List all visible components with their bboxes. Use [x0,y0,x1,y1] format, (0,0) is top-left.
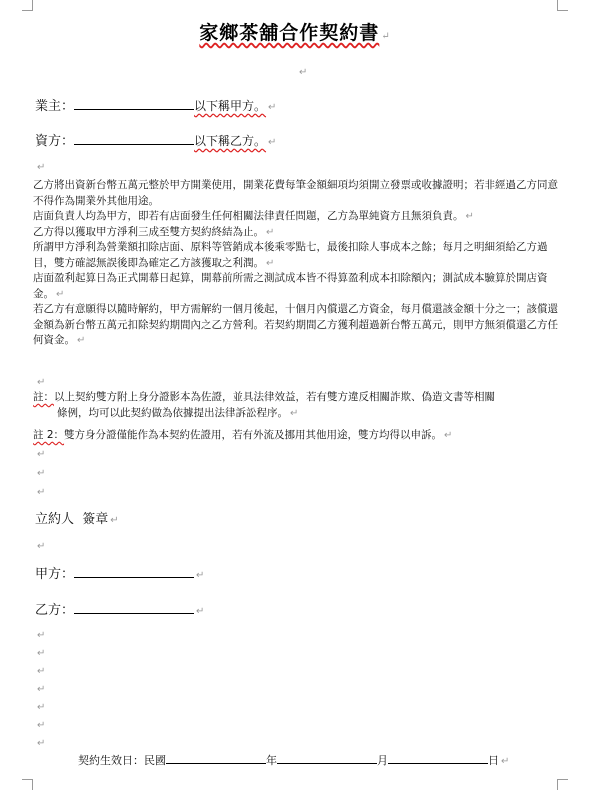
note-1-continuation: 條例，均可以此契約做為依據提出法律訴訟程序。 [57,406,288,419]
contract-body[interactable] [33,178,563,349]
signers-heading[interactable] [35,508,119,527]
paragraph-mark-icon: ↵ [37,702,46,713]
party-a-blank[interactable] [74,97,194,110]
note-1-label: 註： [33,391,54,403]
empty-paragraph [35,465,45,479]
paragraph-mark-icon: ↵ [266,257,275,269]
paragraph-mark-icon: ↵ [37,630,46,641]
empty-paragraph [35,159,45,173]
note-2-label: 註 2： [33,429,65,441]
effective-date-label: 契約生效日：民國 [78,754,166,767]
party-b-label: 資方： [35,134,75,149]
crop-mark-bottom-right [557,779,568,790]
empty-paragraph [35,645,45,659]
empty-paragraph [35,374,45,388]
paragraph-mark-icon: ↵ [37,468,46,479]
paragraph-mark-icon: ↵ [299,67,308,78]
day-blank[interactable] [388,751,488,764]
paragraph-mark-icon: ↵ [381,31,391,42]
paragraph-mark-icon: ↵ [37,541,46,552]
title-text: 家鄉茶舖合作契約書 [199,22,380,44]
paragraph-mark-icon: ↵ [37,666,46,677]
empty-paragraph [35,699,45,713]
month-label: 月 [377,754,388,767]
note-2[interactable] [33,428,568,444]
year-label: 年 [266,754,277,767]
note-1-text: 以上契約雙方附上身分證影本為佐證，並具法律效益，若有雙方違反相關詐欺、偽造文書等相關 [54,391,495,403]
clause-paragraph: 店面負責人均為甲方，即若有店面發生任何相關法律責任問題，乙方為單純資方且無須負責。 ↵ [33,210,474,222]
signer-a-label: 甲方： [35,567,75,582]
paragraph-mark-icon: ↵ [465,211,474,222]
paragraph-mark-icon: ↵ [77,335,86,346]
paragraph-mark-icon: ↵ [290,407,299,419]
month-blank[interactable] [277,751,377,764]
paragraph-mark-icon: ↵ [268,137,277,148]
clause-paragraph: 乙方得以獲取甲方淨利三成至雙方契約終結為止。 ↵ [33,225,275,238]
empty-paragraph [35,663,45,677]
signer-b-label: 乙方： [35,603,75,618]
crop-mark-top-left [22,0,33,11]
party-b-blank[interactable] [74,132,194,145]
empty-paragraph [297,64,307,78]
empty-paragraph [35,717,45,731]
clause-paragraph: 所謂甲方淨利為營業額扣除店面、原料等管銷成本後乘零點七，最後扣除人事成本之餘；每月之明細須給乙方過目，雙方確認無誤後即為確定乙方該獲取之利潤。 ↵ [33,241,548,269]
paragraph-mark-icon: ↵ [37,449,46,460]
empty-paragraph [35,681,45,695]
signer-a-line[interactable] [35,563,204,582]
paragraph-mark-icon: ↵ [37,648,46,659]
signers-heading-text: 立約人 簽章 [35,512,109,527]
clause-paragraph: 若乙方有意願得以隨時解約，甲方需解約一個月後起，十個月內償還乙方資金，每月償還該金額十分之一；該償還金額為新台幣五萬元扣除契約期間內之乙方營利。若契約期間乙方獲利超過新台幣五萬元，則甲方無須償還乙方任何資金。 ↵ [33,303,558,346]
clause-paragraph: 店面盈利起算日為正式開幕日起算，開幕前所需之測試成本皆不得算盈利成本扣除額內；測試成本驗算於開店資金。 ↵ [33,272,548,300]
paragraph-mark-icon: ↵ [266,226,275,238]
paragraph-mark-icon: ↵ [110,515,119,526]
paragraph-mark-icon: ↵ [196,570,205,581]
crop-mark-top-right [557,0,568,11]
paragraph-mark-icon: ↵ [37,720,46,731]
empty-paragraph [35,484,45,498]
year-blank[interactable] [166,751,266,764]
paragraph-mark-icon: ↵ [37,377,46,388]
signer-a-blank[interactable] [74,565,194,578]
empty-paragraph [35,538,45,552]
note-1[interactable] [33,390,568,421]
empty-paragraph [35,446,45,460]
party-b-suffix: 以下稱乙方。 [194,134,267,148]
day-label: 日 [488,754,499,767]
clause-paragraph: 乙方將出資新台幣五萬元整於甲方開業使用，開業花費每筆金額細項均須開立發票或收據證明；若非經過乙方同意不得作為開業外其他用途。 [33,179,558,207]
empty-paragraph [35,627,45,641]
crop-mark-bottom-left [22,779,33,790]
paragraph-mark-icon: ↵ [37,487,46,498]
effective-date-line[interactable] [78,751,509,768]
note-2-text: 雙方身分證僅能作為本契約佐證用，若有外流及挪用其他用途，雙方均得以申訴。 [64,429,443,441]
paragraph-mark-icon: ↵ [37,684,46,695]
document-title[interactable] [0,18,590,45]
party-b-line[interactable] [35,130,276,149]
party-a-suffix: 以下稱甲方。 [194,99,267,113]
signer-b-line[interactable] [35,599,204,618]
signer-b-blank[interactable] [74,601,194,614]
paragraph-mark-icon: ↵ [196,606,205,617]
paragraph-mark-icon: ↵ [268,102,277,113]
paragraph-mark-icon: ↵ [501,756,510,767]
paragraph-mark-icon: ↵ [56,288,65,300]
party-a-line[interactable] [35,95,276,114]
party-a-label: 業主： [35,99,75,114]
empty-paragraph [35,735,45,749]
paragraph-mark-icon: ↵ [37,162,46,173]
paragraph-mark-icon: ↵ [37,738,46,749]
paragraph-mark-icon: ↵ [444,430,453,441]
